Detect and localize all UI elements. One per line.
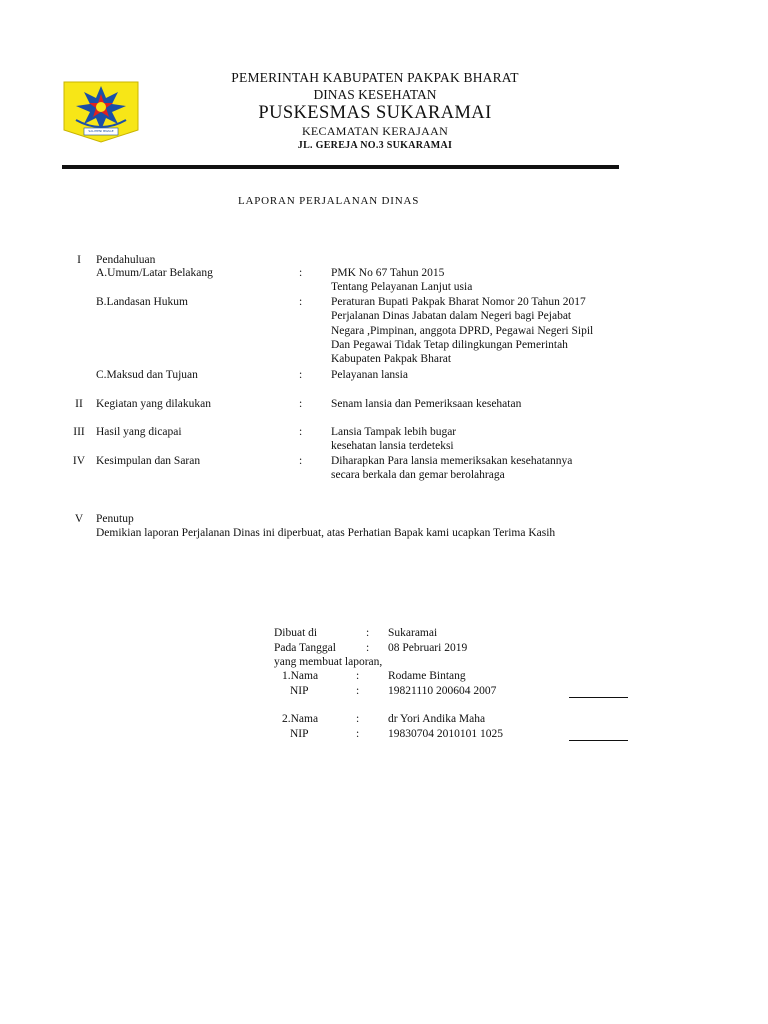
signer-1-name-colon: : — [356, 670, 360, 682]
section-2-label: Kegiatan yang dilakukan — [96, 398, 211, 410]
signer-1-nip-colon: : — [356, 685, 360, 697]
signature-place: Sukaramai — [388, 627, 438, 639]
section-1b-value-line-4: Dan Pegawai Tidak Tetap dilingkungan Pemerintah — [331, 339, 568, 351]
section-3-colon: : — [299, 426, 303, 438]
letterhead-divider — [62, 165, 619, 169]
section-5-label: Penutup — [96, 513, 134, 525]
signer-2-name-colon: : — [356, 713, 360, 725]
closing-statement: Demikian laporan Perjalanan Dinas ini diperbuat, atas Perhatian Bapak kami ucapkan Terima Kasih — [96, 527, 556, 539]
section-1a-colon: : — [299, 267, 303, 279]
header-organization: PUSKESMAS SUKARAMAI — [258, 103, 492, 123]
signature-date-label: Pada Tanggal — [274, 642, 336, 654]
section-1-label: Pendahuluan — [96, 254, 156, 266]
header-district: KECAMATAN KERAJAAN — [301, 124, 449, 138]
signature-made-by: yang membuat laporan, — [274, 656, 383, 668]
section-3-number: III — [73, 426, 85, 438]
section-4-value-line-1: Diharapkan Para lansia memeriksakan kesehatannya — [331, 455, 573, 467]
header-address: JL. GEREJA NO.3 SUKARAMAI — [297, 140, 453, 151]
signature-date-colon: : — [366, 642, 370, 654]
regency-emblem-icon — [62, 74, 140, 144]
section-1b-value-line-1: Peraturan Bupati Pakpak Bharat Nomor 20 Tahun 2017 — [331, 296, 586, 308]
signature-place-colon: : — [366, 627, 370, 639]
section-2-value-line-1: Senam lansia dan Pemeriksaan kesehatan — [331, 398, 522, 410]
section-1b-value-line-5: Kabupaten Pakpak Bharat — [331, 353, 452, 365]
section-1a-value-line-2: Tentang Pelayanan Lanjut usia — [331, 281, 473, 293]
signer-2-name: dr Yori Andika Maha — [388, 713, 486, 725]
header-government: PEMERINTAH KABUPATEN PAKPAK BHARAT — [231, 70, 519, 85]
section-3-label: Hasil yang dicapai — [96, 426, 182, 438]
section-1c-label: C.Maksud dan Tujuan — [96, 369, 198, 381]
section-4-number: IV — [72, 455, 86, 467]
section-1b-label: B.Landasan Hukum — [96, 296, 188, 308]
section-4-value-line-2: secara berkala dan gemar berolahraga — [331, 469, 505, 481]
signer-1-signature-line — [569, 697, 628, 698]
section-4-label: Kesimpulan dan Saran — [96, 455, 201, 467]
signer-1-nip-label: NIP — [290, 685, 309, 697]
signer-2-nip: 19830704 2010101 1025 — [388, 728, 503, 740]
emblem-motto: SALIHENI BNAGE — [88, 129, 114, 133]
section-4-colon: : — [299, 455, 303, 467]
signer-1-name: Rodame Bintang — [388, 670, 466, 682]
section-2-colon: : — [299, 398, 303, 410]
section-3-value-line-2: kesehatan lansia terdeteksi — [331, 440, 454, 452]
document-title: LAPORAN PERJALANAN DINAS — [238, 195, 420, 207]
section-3-value-line-1: Lansia Tampak lebih bugar — [331, 426, 457, 438]
section-1a-value-line-1: PMK No 67 Tahun 2015 — [331, 267, 445, 279]
section-1b-colon: : — [299, 296, 303, 308]
signature-date: 08 Pebruari 2019 — [388, 642, 468, 654]
signer-2-nip-label: NIP — [290, 728, 309, 740]
signer-2-nip-colon: : — [356, 728, 360, 740]
section-1c-colon: : — [299, 369, 303, 381]
section-1b-value-line-2: Perjalanan Dinas Jabatan dalam Negeri bagi Pejabat — [331, 310, 572, 322]
signature-place-label: Dibuat di — [274, 627, 318, 639]
signer-1-nip: 19821110 200604 2007 — [388, 685, 497, 697]
header-department: DINAS KESEHATAN — [313, 87, 437, 102]
section-1-number: I — [77, 254, 81, 266]
signer-2-name-label: 2.Nama — [282, 713, 319, 725]
section-1b-value-line-3: Negara ,Pimpinan, anggota DPRD, Pegawai Negeri Sipil — [331, 325, 594, 337]
signer-2-signature-line — [569, 740, 628, 741]
signer-1-name-label: 1.Nama — [282, 670, 319, 682]
section-1c-value-line-1: Pelayanan lansia — [331, 369, 408, 381]
section-5-number: V — [74, 513, 84, 525]
section-1a-label: A.Umum/Latar Belakang — [96, 267, 213, 279]
section-2-number: II — [75, 398, 83, 410]
